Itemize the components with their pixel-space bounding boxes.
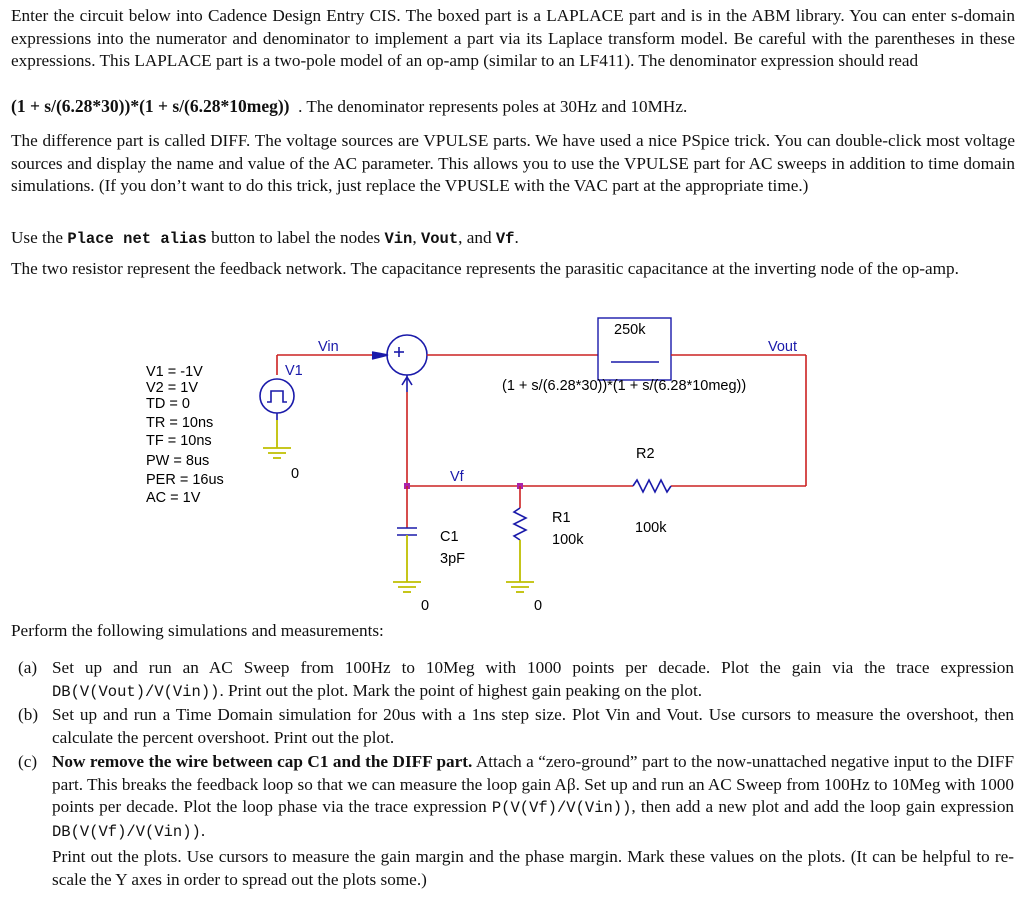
- param-v2: V2 = 1V: [146, 380, 198, 396]
- task-b: [52, 704, 1014, 749]
- p3-text-b: button to label the nodes: [206, 228, 385, 247]
- r1-value: 100k: [552, 532, 584, 548]
- formula-tail: . The denominator represents poles at 30Hz and 10MHz.: [298, 97, 688, 116]
- ground-label-source: 0: [291, 466, 300, 482]
- param-tr: TR = 10ns: [146, 415, 214, 431]
- capacitor-c1: [393, 486, 465, 614]
- param-pw: PW = 8us: [146, 453, 210, 469]
- intro-text-1: Enter the circuit below into Cadence Design Entry CIS. The boxed part is a LAPLACE part and is in the ABM library. You can enter s-domain expressions into the numerator and denominator to implement a part via its Laplace transform model. Be careful with the parentheses in these expressions. This LAPLACE part is a two-pole model of an op-amp (similar to an LF411). The denominator expression should read: [11, 6, 1015, 70]
- task-c-code-2: DB(V(Vf)/V(Vin)): [52, 822, 201, 841]
- denominator-formula: (1 + s/(6.28*30))*(1 + s/(6.28*10meg)): [11, 96, 290, 116]
- p3-and: , and: [458, 228, 496, 247]
- ground-label-r1: 0: [534, 598, 543, 614]
- resistor-r1: [506, 486, 584, 614]
- source-parameters: [146, 364, 224, 506]
- task-c: [52, 751, 1014, 843]
- net-alias-vin: Vin: [318, 339, 339, 355]
- task-b-text: Set up and run a Time Domain simulation for 20us with a 1ns step size. Plot Vin and Vout. Use cursors to measure the overshoot, then calculate the percent overshoot. Print out the plot.: [52, 705, 1014, 747]
- task-a-label: (a): [18, 658, 38, 677]
- vout-code: Vout: [420, 230, 459, 248]
- task-a-text-1: Set up and run an AC Sweep from 100Hz to 10Meg with 1000 points per decade. Plot the gain via the trace expression: [52, 658, 1014, 677]
- place-net-alias-code: Place net alias: [67, 230, 207, 248]
- task-c-text-1: Attach a “zero-ground” part to the now-unattached negative input to the DIFF part. This breaks the feedback loop so that we can measure the loop gain Aβ. Set up and run an AC Sweep from 100Hz to 10Meg with 1000 points per decade. Plot the loop phase via the trace expression: [52, 752, 1015, 816]
- p3-text-a: Use the: [11, 228, 68, 247]
- task-c-p2-text: Print out the plots. Use cursors to measure the gain margin and the phase margin. Mark these values on the plots. (It can be helpful to re-scale the Y axes in order to spread out the plots some.): [52, 847, 1014, 889]
- c1-value: 3pF: [440, 551, 465, 567]
- ground-symbol-source: [263, 420, 299, 482]
- tasks-heading-text: Perform the following simulations and measurements:: [11, 621, 384, 640]
- laplace-denominator: (1 + s/(6.28*30))*(1 + s/(6.28*10meg)): [502, 378, 747, 394]
- task-c-text-3: .: [200, 820, 206, 840]
- intro-text-2: The difference part is called DIFF. The voltage sources are VPULSE parts. We have used a nice PSpice trick. You can double-click most voltage sources and display the name and value of the AC parameter. This allows you to use the VPULSE part for AC sweeps in addition to time domain simulations. (If you don’t want to do this trick, just replace the VPUSLE with the VAC part at the appropriate time.): [11, 131, 1015, 195]
- task-c-label: (c): [18, 752, 38, 771]
- laplace-part: [502, 318, 806, 394]
- net-alias-vout: Vout: [768, 339, 798, 355]
- r2-value: 100k: [635, 520, 667, 536]
- param-v1: V1 = -1V: [146, 364, 203, 380]
- vf-code: Vf: [495, 230, 515, 248]
- laplace-numerator: 250k: [614, 322, 646, 338]
- r2-name: R2: [636, 446, 655, 462]
- task-a-text-2: . Print out the plot. Mark the point of highest gain peaking on the plot.: [219, 680, 703, 700]
- p3-comma: ,: [412, 228, 421, 247]
- voltage-source-v1: [260, 355, 372, 420]
- task-c-paragraph-2: [52, 846, 1014, 891]
- vin-code: Vin: [384, 230, 413, 248]
- c1-name: C1: [440, 529, 459, 545]
- r1-name: R1: [552, 510, 571, 526]
- task-a: [52, 657, 1014, 703]
- param-tf: TF = 10ns: [146, 433, 212, 449]
- task-c-bold: Now remove the wire between cap C1 and the DIFF part.: [52, 752, 473, 771]
- p3-end: .: [514, 228, 519, 247]
- task-c-text-2: , then add a new plot and add the loop gain expression: [631, 797, 1015, 816]
- ground-label-c1: 0: [421, 598, 430, 614]
- intro-text-4: The two resistor represent the feedback network. The capacitance represents the parasitic capacitance at the inverting node of the op-amp.: [11, 259, 959, 278]
- param-ac: AC = 1V: [146, 490, 201, 506]
- task-c-code-1: P(V(Vf)/V(Vin)): [491, 799, 632, 817]
- tasks-heading: [11, 620, 1015, 643]
- net-alias-vf: Vf: [450, 469, 464, 485]
- resistor-r2: [633, 446, 671, 536]
- source-name-label: V1: [285, 363, 303, 379]
- task-b-label: (b): [18, 705, 39, 724]
- param-per: PER = 16us: [146, 472, 224, 488]
- task-a-code: DB(V(Vout)/V(Vin)): [52, 682, 220, 701]
- param-td: TD = 0: [146, 396, 190, 412]
